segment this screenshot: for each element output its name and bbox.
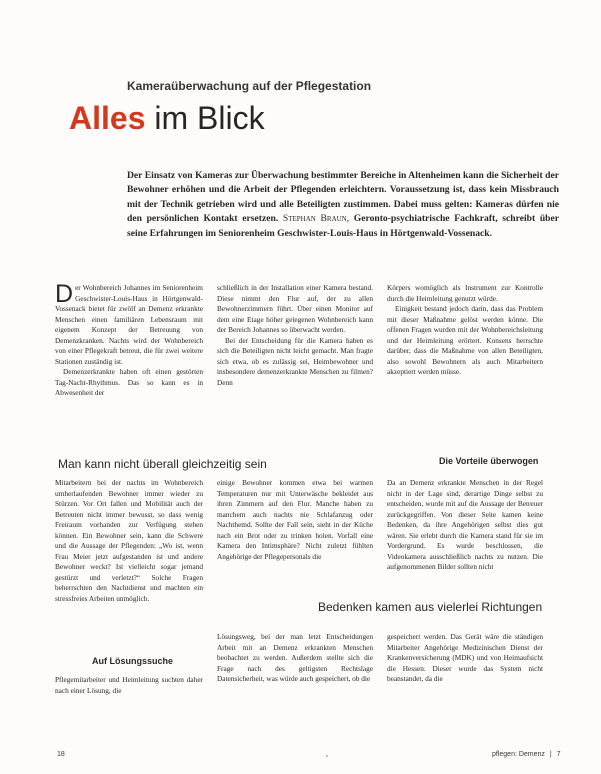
intro-column-3 [387,283,543,378]
drop-cap: D [55,280,74,308]
lead-tail: Geronto-psychiatrische Fachkraft, schreibt über seine Erfahrungen im Seniorenheim Geschwister-Louis-Haus in Hörtgenwald-Vossenack. [127,213,560,239]
page-number: 18 [57,751,65,758]
intro-column-1 [55,280,203,399]
section3-column-3: gespeichert werden. Das Gerät wäre die ständigen Mitarbeiter Angehörige Medizinischen Dienst der Krankenversicherung (MDK) und von Heimaufsicht die Hessen. Dieser wurde das System nicht beanstandet, da die [387,632,543,684]
section3-column-2: Lösungsweg, bei der man letzt Entscheidungen Arbeit mit an Demenz erkrankten Menschen beobachtet zu werden. Außerdem stellte sich die Frage nach des geltigsten Rechtslage Datensicherheit, was würde auch gespeichert, ob die [217,632,373,684]
intro-c1-p2: Demenzerkrankte haben oft einen gestörten Tag-Nacht-Rhythmus. Das so kann es in Abwesenheit der [55,367,203,398]
intro-column-2 [217,283,373,388]
intro-c1-text: er Wohnbereich Johannes im Seniorenheim Geschwister-Louis-Haus in Hörtgenwald-Vossenack bietet für zwölf an Demenz erkrankte Menschen einen familiären Lebensraum mit eigenem Konzept der Betreuung von Demenzkranken. Nachts wird der Wohnbereich von einer Pflegekraft betreut, die für zwei weitere Stationen zuständig ist. [55,283,203,366]
title-accent: Alles [69,100,146,136]
section-heading-concerns: Bedenken kamen aus vielerlei Richtungen [318,600,543,614]
intro-c2-p2: Bei der Entscheidung für die Kamera haben es sich die Beteiligten nicht leicht gemacht. Man fragte sich etwa, ob es zulässig sei, Heimbewohner und insbesondere demenzerkrankte Menschen zu filmen? Denn [217,335,373,387]
issue-number: 7 [556,751,561,758]
footer-separator: | [549,751,552,758]
section1-column-1: Mitarbeitern bei der nachts im Wohnbereich umherlaufenden Bewohner immer wieder zu Stürzen. Vor Ort fallen und Mobilität auch der Betreuten nicht immer bewusst, so dass wenig Freiraum vorhanden zur Verfügung stehen können. Ein Bewohner sein, kann die Schwere und die Aussage der Pflegenden: „Wo ist, wenn Frau Meier jetzt aufgestanden ist und andere Bewohner weckt? Ist vielleicht sogar jemand gestürzt und verletzt?“ Solche Fragen beherrschten den Nachtdienst und machten ein stressfreies Arbeiten unmöglich. [55,478,203,604]
article-lead [127,169,559,241]
lead-text: Der Einsatz von Kameras zur Überwachung bestimmter Bereiche in Altenheimen kann die Sicherheit der Bewohner erhöhen und die Arbeit der Pflegenden erleichtern. Voraussetzung ist, dass kein Missbrauch mit der Technik getrieben wird und alle Beteiligten zustimmen. Dabei muss gelten: Kameras dürfen nie den persönlichen Kontakt ersetzen. [127,170,559,225]
section2-column-3: Da an Demenz erkrankte Menschen in der Regel nicht in der Lage sind, derartige Dinge selbst zu entscheiden, wurde mit auf die Aussage der Betreuer zurückgegriffen. Von dieser Seite kamen keine Bedenken, da ihre Angehörigen selbst dies gut wären. Sie erlebt durch die Kamera stand für sie im Vordergrund. Es wurde beschlossen, die Videokamera ausschließlich nachts zu nutzen. Die aufgenommenen Bilder sollten nicht [387,478,543,572]
title-rest: im Blick [145,100,265,136]
article-kicker: Kameraüberwachung auf der Pflegestation [127,79,372,93]
section-heading-advantages: Die Vorteile überwogen [439,456,539,466]
subsection-column-1: Pflegemitarbeiter und Heimleitung suchten daher nach einer Lösung, die [55,675,203,695]
article-title [69,99,265,137]
section-heading-solution: Auf Lösungssuche [92,656,174,666]
section1-column-2: einige Bewohner kommen etwa bei warmen Temperaturen nur mit Unterwäsche bekleidet aus ihren Zimmern auf den Flur. Manche haben zu manchem auch nachts nie Schlafanzug oder Nachthemd. Sollte der Fall sein, sieht in der Küche nach ein Brot oder zu trinken holen. Vorfall eine Kamera den Intimsphäre? Nicht zuletzt fühlten Angehörige der Pflegepersonals die [217,478,373,561]
intro-c2-text: schließlich in der Installation einer Kamera bestand. Diese nimmt den Flur auf, der zu allen Bewohnerzimmern führt. Über einen Monitor auf dem eine Etage höher gelegenen Wohnbereich kann der Bereich Johannes so überwacht werden. [217,283,373,335]
intro-c3-text: Körpers womöglich als Instrument zur Kontrolle durch die Heimleitung genutzt würde. [387,283,543,303]
section-heading-simultaneous: Man kann nicht überall gleichzeitig sein [58,457,267,471]
intro-c3-p2: Einigkeit bestand jedoch darin, dass das Problem mit dieser Maßnahme gelöst werden könne. Die offenen Fragen wurden mit der Wohnbereichsleitung und der Heimleitung erörtert. Konsens herrschte darüber, dass die Maßnahme von allen Beteiligten, also sowohl Bewohnern als auch Mitarbeitern akzeptiert werden müsse. [387,304,543,377]
lead-author: Stephan Braun, [282,213,350,225]
magazine-name: pflegen: Demenz [492,751,545,758]
center-dot [326,755,328,757]
footer-magazine [492,751,561,758]
